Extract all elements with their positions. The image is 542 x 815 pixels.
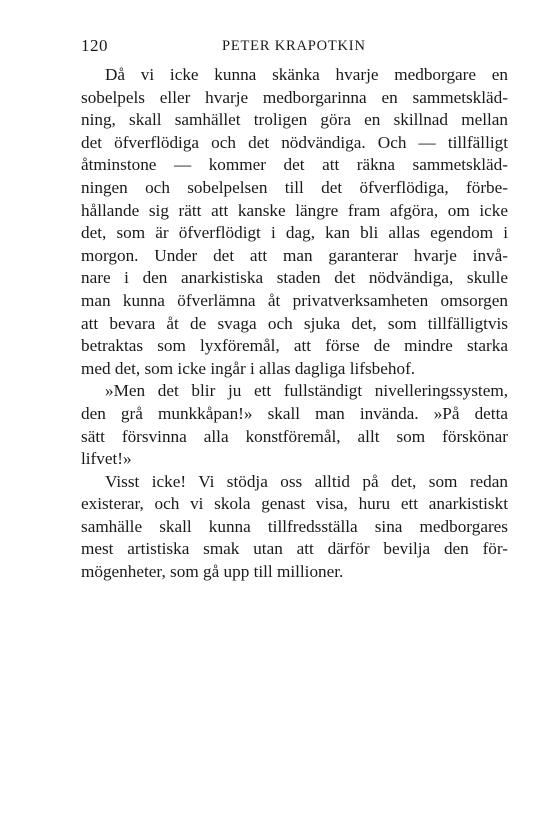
text-line: ning, skall samhället troligen göra en skillnad mellan [81, 110, 508, 130]
text-line: »Men det blir ju ett fullständigt nivelleringssystem, [105, 381, 508, 401]
body-text [81, 64, 508, 584]
text-line: betraktas som lyxföremål, att förse de mindre starka [81, 336, 508, 356]
text-line: existerar, och vi skola genast visa, huru ett anarkistiskt [81, 494, 508, 514]
text-line: med det, som icke ingår i allas dagliga lifsbehof. [81, 358, 416, 378]
text-line: Visst icke! Vi stödja oss alltid på det, som redan [105, 471, 508, 491]
text-line: hållande sig rätt att kanske längre fram afgöra, om icke [81, 200, 508, 220]
text-line: lifvet!» [81, 449, 132, 469]
text-line: sobelpels eller hvarje medborgarinna en sammetskläd- [81, 87, 508, 107]
text-line: åtminstone — kommer det att räkna sammetskläd- [81, 155, 508, 175]
text-line: sätt försvinna alla konstföremål, allt som förskönar [81, 426, 508, 446]
text-line: nare i den anarkistiska staden det nödvändiga, skulle [81, 268, 508, 288]
text-line: samhälle skall kunna tillfredsställa sina medborgares [81, 516, 508, 536]
text-line: det öfverflödiga och det nödvändiga. Och — tillfälligt [81, 132, 508, 152]
page-number: 120 [81, 36, 108, 55]
text-line: ningen och sobelpelsen till det öfverflödiga, förbe- [81, 177, 508, 197]
text-line: Då vi icke kunna skänka hvarje medborgare en [105, 65, 508, 84]
text-line: att bevara åt de svaga och sjuka det, som tillfälligtvis [81, 313, 508, 333]
running-head: PETER KRAPOTKIN [222, 38, 366, 54]
text-line: morgon. Under det att man garanterar hvarje invå- [81, 245, 508, 265]
text-line: den grå munkkåpan!» skall man invända. »På detta [81, 403, 508, 423]
text-line: mögenheter, som gå upp till millioner. [81, 562, 344, 582]
page-header [81, 36, 508, 58]
text-line: det, som är öfverflödigt i dag, kan bli allas egendom i [81, 223, 508, 243]
text-line: mest artistiska smak utan att därför bevilja den för- [81, 539, 508, 559]
text-line: man kunna öfverlämna åt privatverksamheten omsorgen [81, 290, 508, 310]
